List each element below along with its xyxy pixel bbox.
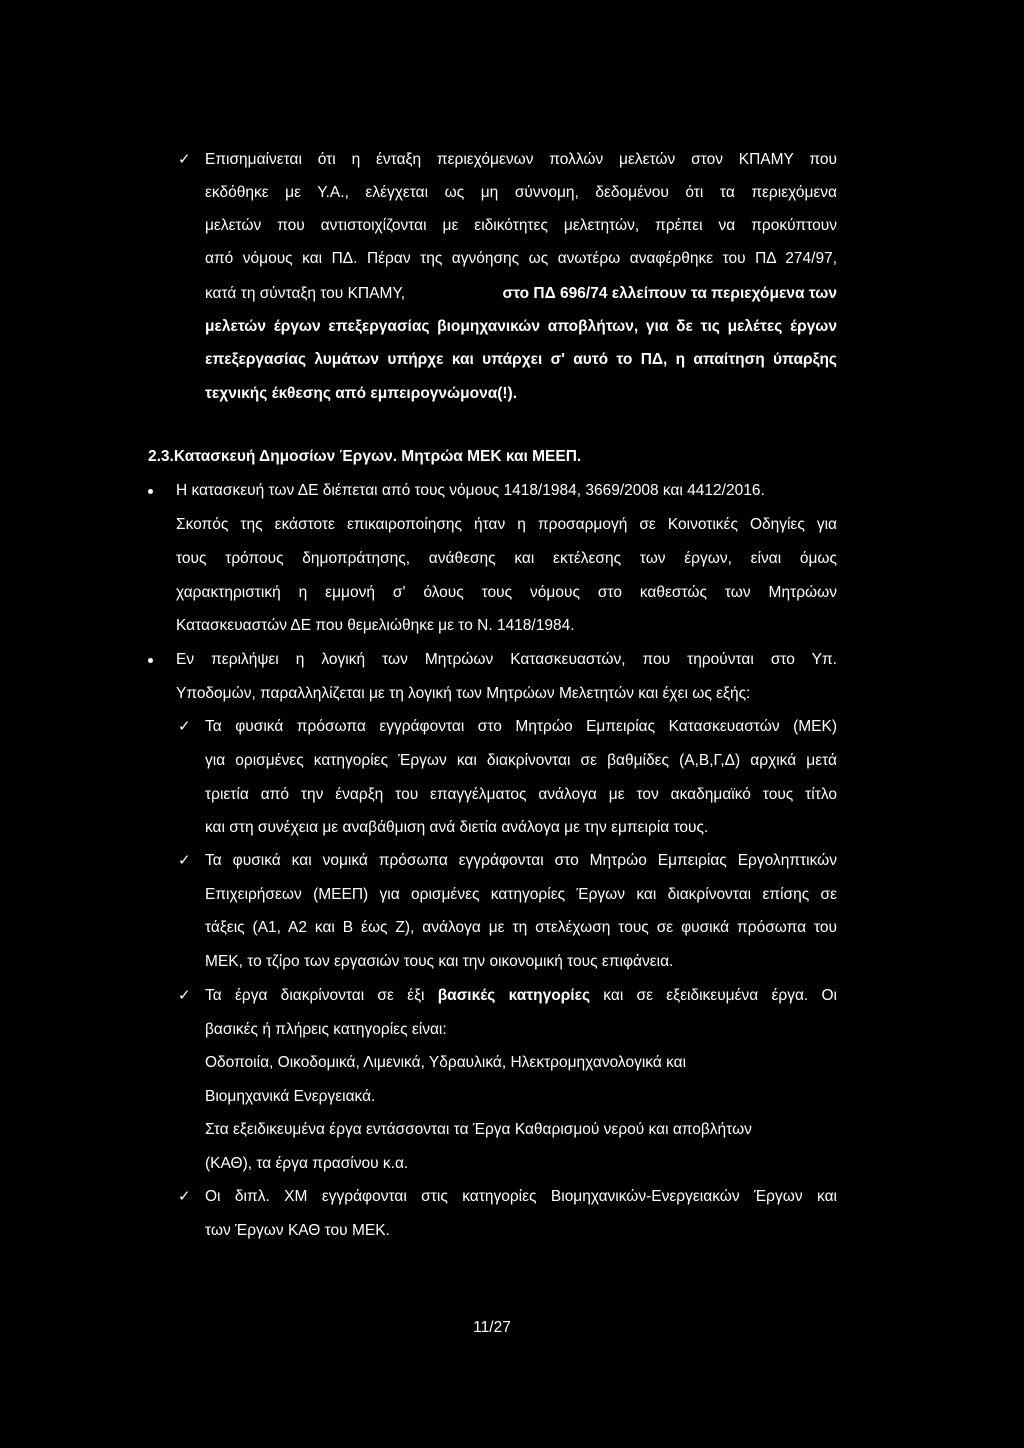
para1-bold-line-1: μελετών έργων επεξεργασίας βιομηχανικών αποβλήτων, για δε τις μελέτες έργων: [205, 318, 837, 335]
bullet1-line-2: Σκοπός της εκάστοτε επικαιροποίησης ήταν η προσαρμογή σε Κοινοτικές Οδηγίες για: [176, 516, 837, 533]
check3-line-5: Στα εξειδικευμένα έργα εντάσσονται τα Έργα Καθαρισμού νερού και αποβλήτων: [205, 1121, 752, 1138]
para1-line-1: Επισημαίνεται ότι η ένταξη περιεχόμενων πολλών μελετών στον ΚΠΑΜΥ που: [205, 151, 837, 168]
para1-line-2: εκδόθηκε με Υ.Α., ελέγχεται ως μη σύννομη, δεδομένου ότι τα περιεχόμενα: [205, 184, 837, 201]
check3-line-2: βασικές ή πλήρεις κατηγορίες είναι:: [205, 1021, 447, 1038]
check1-line-1: Τα φυσικά πρόσωπα εγγράφονται στο Μητρώο Εμπειρίας Κατασκευαστών (ΜΕΚ): [205, 718, 837, 735]
check1-line-3: τριετία από την έναρξη του επαγγέλματος ανάλογα με τον ακαδημαϊκό τους τίτλο: [205, 786, 837, 803]
checkmark-icon: ✓: [178, 852, 191, 869]
para1-line-4: από νόμους και ΠΔ. Πέραν της αγνόησης ως ανωτέρω αναφέρθηκε του ΠΔ 274/97,: [205, 250, 837, 267]
check2-line-2: Επιχειρήσεων (ΜΕΕΠ) για ορισμένες κατηγορίες Έργων και διακρίνονται επίσης σε: [205, 886, 837, 903]
bullet2-line-2: Υποδομών, παραλληλίζεται με τη λογική των Μητρώων Μελετητών και έχει ως εξής:: [176, 685, 751, 702]
bullet2-line-1: Εν περιλήψει η λογική των Μητρώων Κατασκευαστών, που τηρούνται στο Υπ.: [176, 651, 837, 668]
check2-line-1: Τα φυσικά και νομικά πρόσωπα εγγράφονται στο Μητρώο Εμπειρίας Εργοληπτικών: [205, 852, 837, 869]
para1-bold-line-3: τεχνικής έκθεσης από εμπειρογνώμονα(!).: [205, 385, 518, 402]
para1-line-3: μελετών που αντιστοιχίζονται με ειδικότητες μελετητών, πρέπει να προκύπτουν: [205, 217, 837, 234]
check4-line-2: των Έργων ΚΑΘ του ΜΕΚ.: [205, 1222, 390, 1239]
check3-line-3: Οδοποιία, Οικοδομικά, Λιμενικά, Υδραυλικά, Ηλεκτρομηχανολογικά και: [205, 1054, 687, 1071]
bullet1-line-5: Κατασκευαστών ΔΕ που θεμελιώθηκε με το Ν. 1418/1984.: [176, 617, 575, 634]
check2-line-3: τάξεις (Α1, Α2 και Β έως Ζ), ανάλογα με τη στελέχωση τους σε φυσικά πρόσωπα του: [205, 919, 837, 936]
check3-line-1-bold: βασικές κατηγορίες: [437, 987, 591, 1004]
bullet1-line-3: τους τρόπους δημοπράτησης, ανάθεσης και εκτέλεσης των έργων, είναι όμως: [176, 550, 837, 567]
check3-line-1-before: Τα έργα διακρίνονται σε έξι: [205, 987, 425, 1004]
checkmark-icon: ✓: [178, 1188, 191, 1205]
check1-line-4: και στη συνέχεια με αναβάθμιση ανά διετία ανάλογα με την εμπειρία τους.: [205, 819, 709, 836]
check2-line-4: ΜΕΚ, το τζίρο των εργασιών τους και την οικονομική τους επιφάνεια.: [205, 953, 674, 970]
para1-line-5-bold: στο ΠΔ 696/74 ελλείπουν τα περιεχόμενα των: [502, 285, 837, 302]
bullet1-line-4: χαρακτηριστική η εμμονή σ' όλους τους νόμους στο καθεστώς των Μητρώων: [176, 584, 837, 601]
check3-line-1: [205, 986, 837, 1006]
checkmark-icon: ✓: [178, 718, 191, 735]
checkmark-icon: ✓: [178, 151, 191, 168]
section-heading: 2.3.Κατασκευή Δημοσίων Έργων. Μητρώα ΜΕΚ και ΜΕΕΠ.: [148, 448, 582, 465]
checkmark-icon: ✓: [178, 987, 191, 1004]
page-number: 11/27: [473, 1319, 511, 1336]
bullet1-line-1: Η κατασκευή των ΔΕ διέπεται από τους νόμους 1418/1984, 3669/2008 και 4412/2016.: [176, 482, 765, 499]
check3-line-4: Βιομηχανικά Ενεργειακά.: [205, 1088, 376, 1105]
check4-line-1: Οι διπλ. ΧΜ εγγράφονται στις κατηγορίες Βιομηχανικών-Ενεργειακών Έργων και: [205, 1188, 837, 1205]
check3-line-1-after: και σε εξειδικευμένα έργα. Οι: [603, 987, 837, 1004]
bullet-icon: [148, 658, 153, 663]
check3-line-6: (ΚΑΘ), τα έργα πρασίνου κ.α.: [205, 1155, 409, 1172]
bullet-icon: [148, 489, 153, 494]
para1-line-5: [205, 284, 837, 304]
para1-line-5-normal: κατά τη σύνταξη του ΚΠΑΜΥ,: [205, 285, 406, 302]
para1-bold-line-2: επεξεργασίας λυμάτων υπήρχε και υπάρχει σ' αυτό το ΠΔ, η απαίτηση ύπαρξης: [205, 351, 837, 368]
check1-line-2: για ορισμένες κατηγορίες Έργων και διακρίνονται σε βαθμίδες (Α,Β,Γ,Δ) αρχικά μετά: [205, 752, 837, 769]
